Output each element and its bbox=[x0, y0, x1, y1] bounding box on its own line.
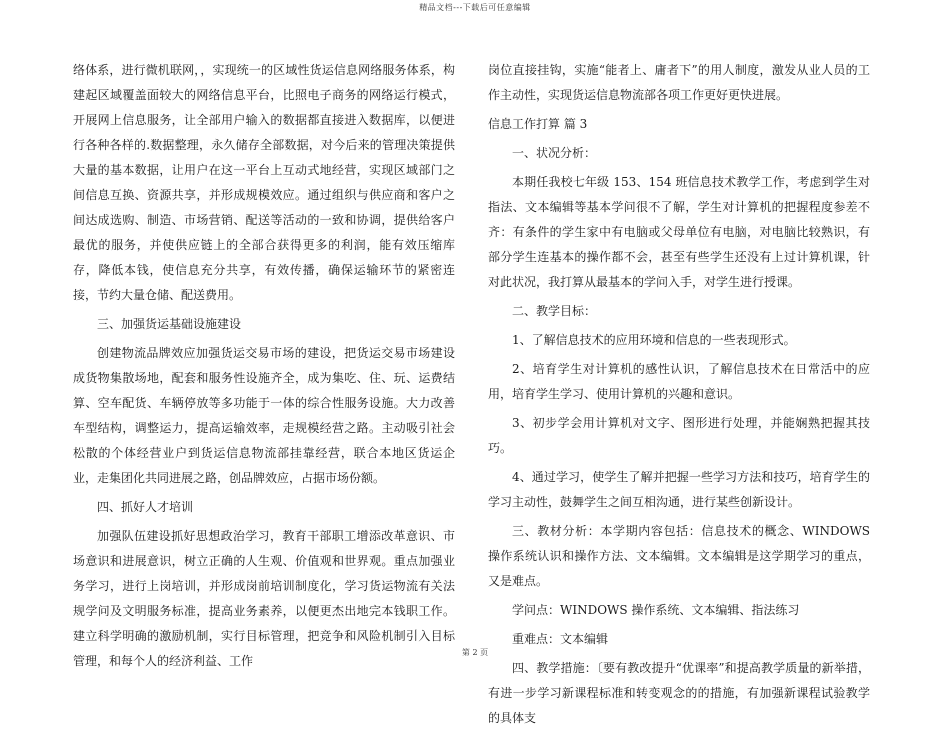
body-paragraph: 创建物流品牌效应加强货运交易市场的建设，把货运交易市场建设成货物集散场地，配套和服务性设施齐全，成为集吃、住、玩、运费结算、空车配货、车辆停放等多功能于一体的综合性服务设施。大力改善车型结构，调整运力，提高运输效率，走规模经营之路。主动吸引社会松散的个体经营业户到货运信息物流部挂靠经营，联合本地区货运企业，走集团化共同进展之路，创品牌效应，占据市场份额。 bbox=[73, 346, 455, 485]
body-paragraph: 四、教学措施：〔要有教改提升“优课率”和提高教学质量的新举措，有进一步学习新课程标准和转变观念的的措施，有加强新课程试验教学的具体支 bbox=[488, 661, 870, 725]
section-heading: 四、抓好人才培训 bbox=[97, 500, 194, 514]
list-item: 1、了解信息技术的应用环境和信息的一些表现形式。 bbox=[512, 333, 796, 347]
section-title: 信息工作打算 篇 3 bbox=[488, 117, 588, 131]
body-paragraph: 三、教材分析：本学期内容包括：信息技术的概念、WINDOWS 操作系统认识和操作方法、文本编辑。文本编辑是这学期学习的重点，又是难点。 bbox=[488, 524, 870, 588]
body-paragraph: 本期任我校七年级 153、154 班信息技术教学工作，考虑到学生对指法、文本编辑等基本学问很不了解，学生对计算机的把握程度参差不齐：有条件的学生家中有电脑或父母单位有电脑，对电脑比较熟识，有部分学生连基本的操作都不会，甚至有些学生还没有上过计算机课，针对此状况，我打算从最基本的学问入手，对学生进行授课。 bbox=[488, 175, 870, 289]
section-heading: 一、状况分析： bbox=[512, 146, 597, 160]
right-column bbox=[488, 58, 870, 731]
body-paragraph: 加强队伍建设抓好思想政治学习，教育干部职工增添改革意识、市场意识和进展意识，树立正确的人生观、价值观和世界观。重点加强业务学习，进行上岗培训，并形成岗前培训制度化，学习货运物流有关法规学问及文明服务标准，提高业务素养，以便更杰出地完本钱职工作。建立科学明确的激励机制，实行目标管理，把竞争和风险机制引入目标管理，和每个人的经济利益、工作 bbox=[73, 529, 455, 668]
body-paragraph: 岗位直接挂钩，实施“能者上、庸者下”的用人制度，激发从业人员的工作主动性，实现货运信息物流部各项工作更好更快进展。 bbox=[488, 63, 870, 102]
list-item: 2、培育学生对计算机的感性认识，了解信息技术在日常活中的应用，培育学生学习、使用计算机的兴趣和意识。 bbox=[488, 362, 870, 401]
body-paragraph: 重难点：文本编辑 bbox=[512, 632, 609, 646]
section-heading: 二、教学目标： bbox=[512, 304, 597, 318]
page-number: 第 2 页 bbox=[461, 648, 489, 657]
body-paragraph: 学问点：WINDOWS 操作系统、文本编辑、指法练习 bbox=[512, 603, 800, 617]
section-heading: 三、加强货运基础设施建设 bbox=[97, 317, 242, 331]
body-paragraph: 络体系，进行微机联网，，实现统一的区域性货运信息网络服务体系，构建起区域覆盖面较大的网络信息平台，比照电子商务的网络运行模式，开展网上信息服务，让全部用户输入的数据都直接进入数据库，以便进行各种各样的.数据整理，永久储存全部数据，对今后来的管理决策提供大量的基本数据，让用户在这一平台上互动式地经营，实现区域部门之间信息互换、资源共享，并形成规模效应。通过组织与供应商和客户之间达成选购、制造、市场营销、配送等活动的一致和协调，提供给客户最优的服务，并使供应链上的全部合获得更多的利润，能有效压缩库存，降低本钱，使信息充分共享，有效传播，确保运输环节的紧密连接，节约大量仓储、配送费用。 bbox=[73, 63, 455, 302]
page-header: 精品文档---下载后可任意编辑 bbox=[419, 3, 531, 12]
list-item: 4、通过学习，使学生了解并把握一些学习方法和技巧，培育学生的学习主动性，鼓舞学生之间互相沟通，进行某些创新设计。 bbox=[488, 470, 870, 509]
left-column bbox=[73, 58, 455, 674]
list-item: 3、初步学会用计算机对文字、图形进行处理，并能娴熟把握其技巧。 bbox=[488, 416, 870, 455]
